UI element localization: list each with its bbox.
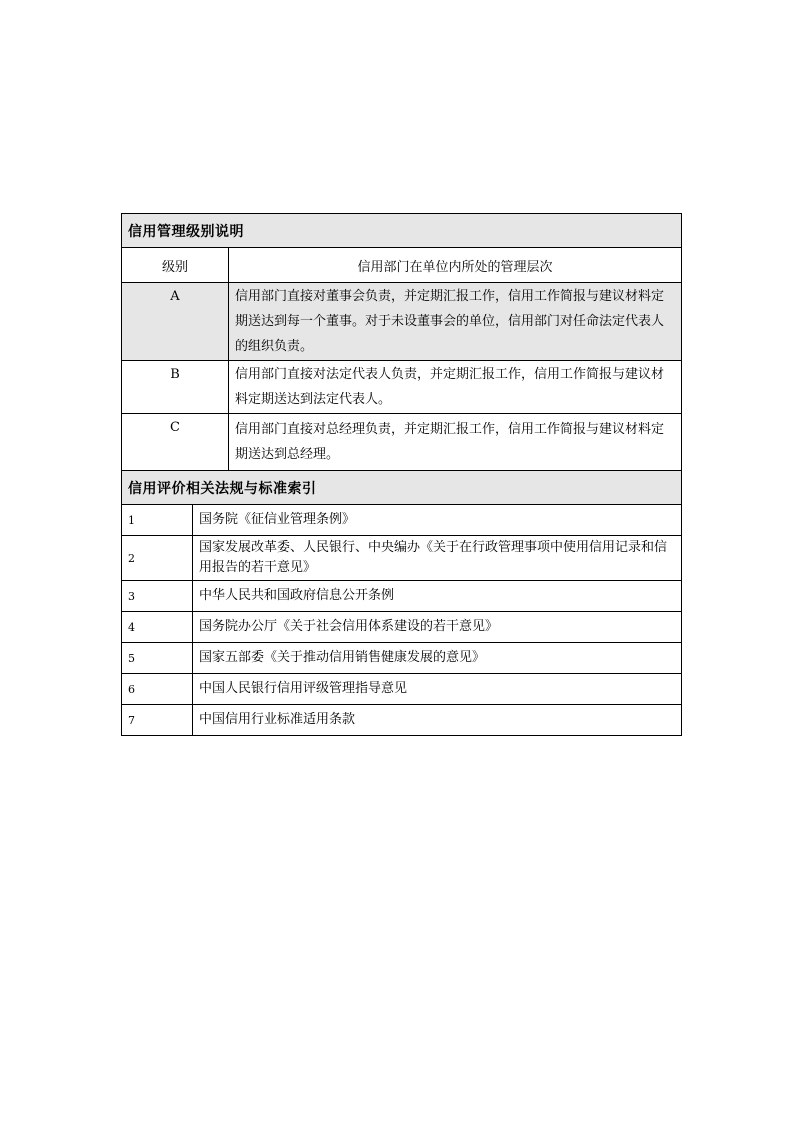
section2-title: 信用评价相关法规与标准索引: [122, 471, 682, 505]
law-title: 国务院办公厅《关于社会信用体系建设的若干意见》: [193, 612, 682, 643]
law-row: [122, 612, 682, 643]
law-row: [122, 505, 682, 536]
law-title: 国务院《征信业管理条例》: [193, 505, 682, 536]
law-number: 5: [122, 643, 193, 674]
section2-header-row: [122, 471, 682, 505]
law-row: [122, 705, 682, 736]
law-title: 中国信用行业标准适用条款: [193, 705, 682, 736]
level-label: A: [122, 283, 229, 361]
law-number: 4: [122, 612, 193, 643]
law-row: [122, 536, 682, 581]
credit-document-table: [121, 213, 682, 736]
section1-title: 信用管理级别说明: [122, 214, 682, 248]
level-row-a: [122, 283, 682, 361]
level-label: B: [122, 361, 229, 414]
law-number: 2: [122, 536, 193, 581]
level-description: 信用部门直接对董事会负责，并定期汇报工作，信用工作简报与建议材料定期送达到每一个董事。对于未设董事会的单位，信用部门对任命法定代表人的组织负责。: [229, 283, 682, 361]
level-column-header: 级别: [122, 248, 229, 283]
law-title: 国家发展改革委、人民银行、中央编办《关于在行政管理事项中使用信用记录和信用报告的若干意见》: [193, 536, 682, 581]
law-row: [122, 674, 682, 705]
section1-header-row: [122, 214, 682, 248]
law-title: 中国人民银行信用评级管理指导意见: [193, 674, 682, 705]
level-label: C: [122, 414, 229, 471]
law-number: 3: [122, 581, 193, 612]
law-number: 1: [122, 505, 193, 536]
law-row: [122, 581, 682, 612]
level-row-c: [122, 414, 682, 471]
level-description: 信用部门直接对法定代表人负责，并定期汇报工作，信用工作简报与建议材料定期送达到法定代表人。: [229, 361, 682, 414]
law-row: [122, 643, 682, 674]
level-row-b: [122, 361, 682, 414]
law-title: 国家五部委《关于推动信用销售健康发展的意见》: [193, 643, 682, 674]
law-title: 中华人民共和国政府信息公开条例: [193, 581, 682, 612]
section1-column-header-row: [122, 248, 682, 283]
law-number: 7: [122, 705, 193, 736]
law-number: 6: [122, 674, 193, 705]
description-column-header: 信用部门在单位内所处的管理层次: [229, 248, 682, 283]
level-description: 信用部门直接对总经理负责，并定期汇报工作，信用工作简报与建议材料定期送达到总经理。: [229, 414, 682, 471]
